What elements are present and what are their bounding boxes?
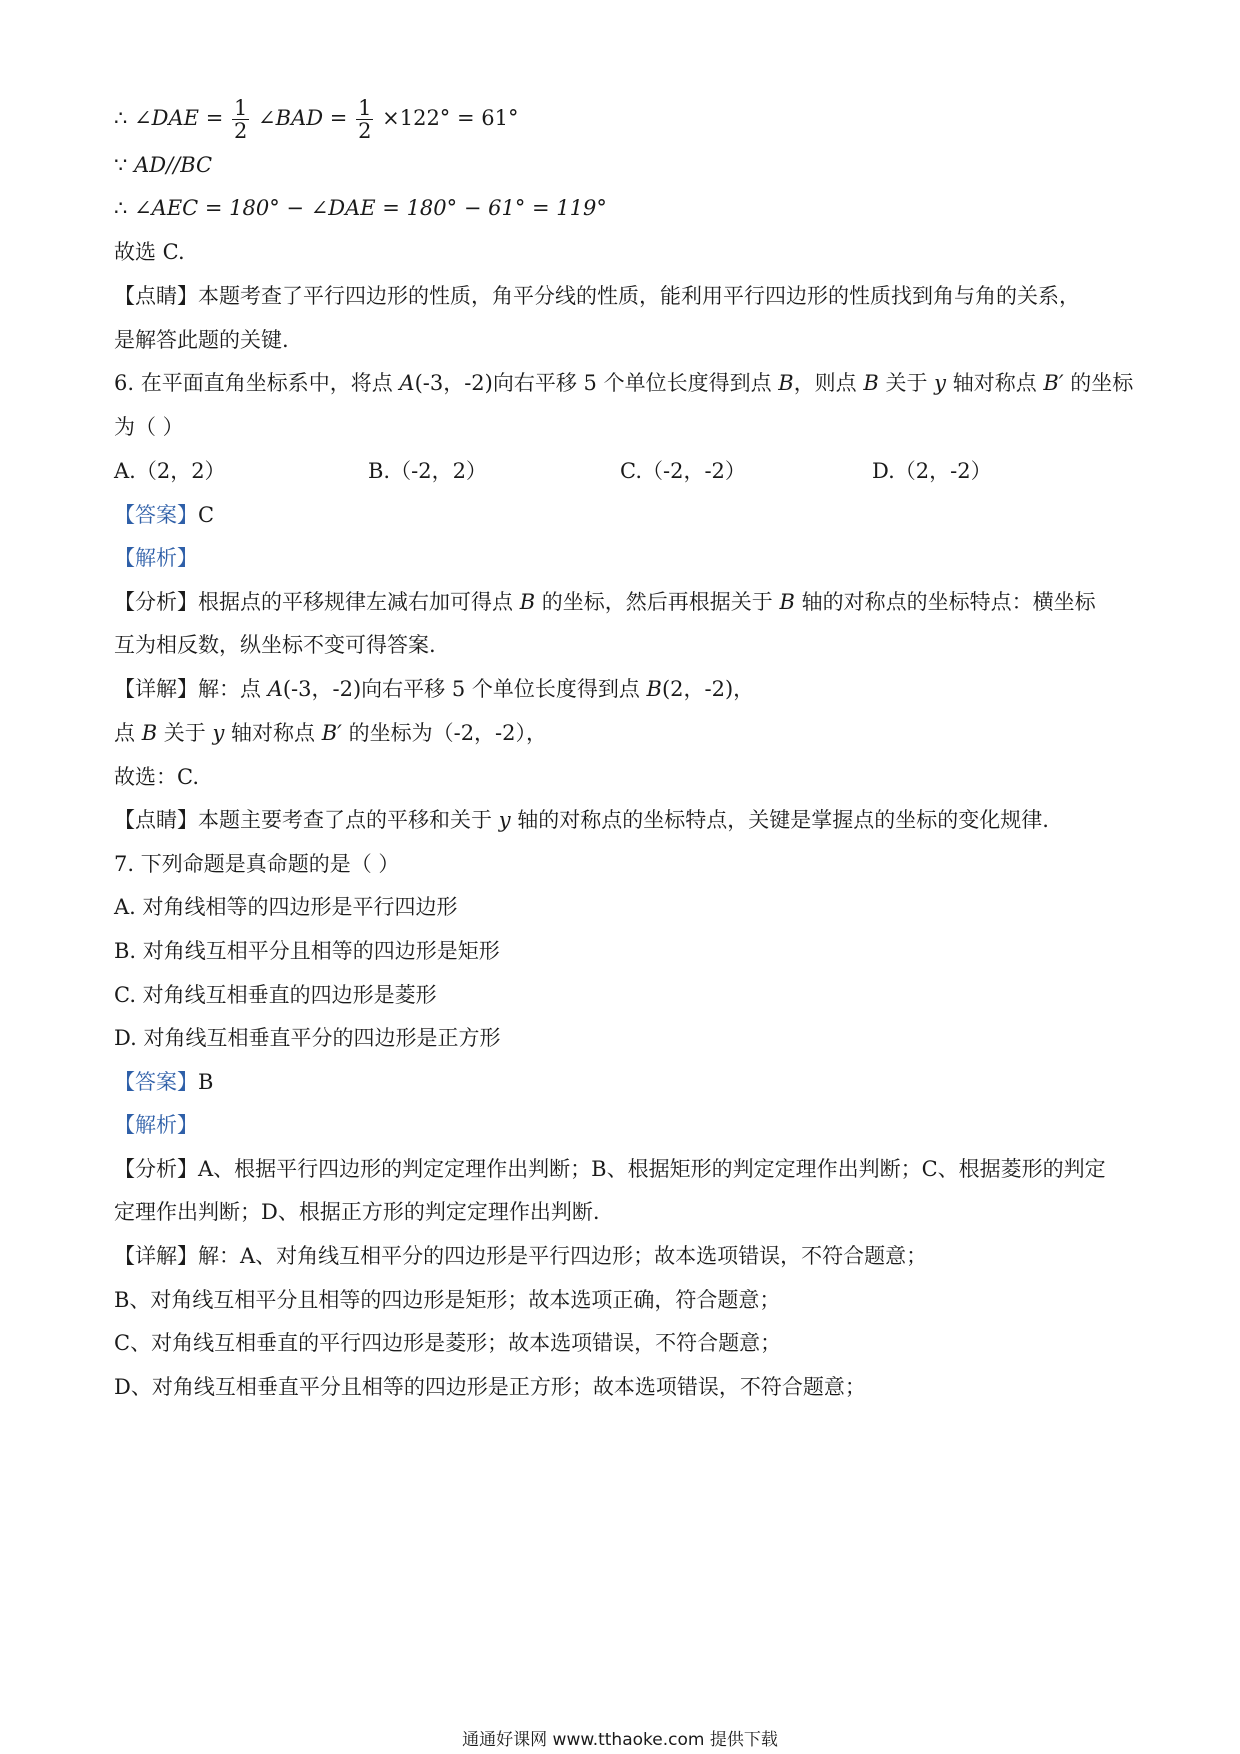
- solution-text: 关于: [157, 721, 213, 745]
- analysis-tag-6: 【解析】: [114, 546, 198, 570]
- equals-sign: =: [205, 106, 224, 130]
- q7-option-c: C. 对角线互相垂直的四边形是菱形: [114, 983, 437, 1007]
- q7-option-a: A. 对角线相等的四边形是平行四边形: [114, 895, 458, 919]
- stem-text: 轴对称点: [946, 371, 1044, 395]
- option-b: B.（-2，2）: [368, 459, 487, 483]
- solution-7-d: D、对角线互相垂直平分且相等的四边形是正方形；故本选项错误，不符合题意；: [114, 1375, 866, 1399]
- solution-text: 解：点: [198, 677, 268, 701]
- solution-6-line2: [114, 718, 1140, 748]
- analysis-tag-7: 【解析】: [114, 1113, 198, 1137]
- solution-text: 轴对称点: [224, 721, 322, 745]
- fraction-one-half: [232, 97, 249, 142]
- option-d: D.（2，-2）: [872, 459, 992, 483]
- point-b: B: [141, 721, 158, 745]
- y-axis-var: y: [934, 371, 947, 395]
- choice-line: 故选 C.: [114, 240, 185, 264]
- point-a: A: [267, 677, 283, 701]
- analysis-text: 的坐标，然后再根据关于: [535, 590, 780, 614]
- solution-7-c: C、对角线互相垂直的平行四边形是菱形；故本选项错误，不符合题意；: [114, 1331, 782, 1355]
- option-c: C.（-2，-2）: [620, 459, 746, 483]
- solution-label: 【详解】: [114, 677, 198, 701]
- fraction-denominator: 2: [233, 119, 248, 143]
- equation-dae: [114, 96, 1140, 142]
- point-b-prime: B′: [1043, 371, 1064, 395]
- review-6: [114, 805, 1140, 835]
- parallel-expression: AD//BC: [134, 153, 213, 177]
- q7-option-b: B. 对角线互相平分且相等的四边形是矩形: [114, 939, 500, 963]
- analysis-7-line2: 定理作出判断；D、根据正方形的判定定理作出判断.: [114, 1200, 600, 1224]
- stem-text: ，则点: [793, 371, 864, 395]
- answer-7: [114, 1067, 1140, 1097]
- y-axis-var: y: [212, 721, 225, 745]
- review-text: 轴的对称点的坐标特点，关键是掌握点的坐标的变化规律.: [510, 808, 1049, 832]
- therefore-symbol-2: ∴: [114, 196, 128, 220]
- fraction-numerator: 1: [233, 96, 248, 120]
- answer-value: B: [198, 1070, 214, 1094]
- solution-text: (2，-2)，: [661, 677, 755, 701]
- analysis-text: 根据点的平移规律左减右加可得点: [198, 590, 520, 614]
- q7-option-d: D. 对角线互相垂直平分的四边形是正方形: [114, 1026, 501, 1050]
- equation-aec: [114, 193, 1140, 223]
- question-6-stem: [114, 368, 1140, 398]
- footer-watermark: 通通好课网 www.tthaoke.com 提供下载: [462, 1730, 778, 1750]
- stem-text: 6. 在平面直角坐标系中，将点: [114, 371, 400, 395]
- solution-text: 解：A、对角线互相平分的四边形是平行四边形；故本选项错误，不符合题意；: [198, 1244, 928, 1268]
- solution-label: 【详解】: [114, 1244, 198, 1268]
- analysis-text: A、根据平行四边形的判定定理作出判断；B、根据矩形的判定定理作出判断；C、根据菱形的判定: [198, 1157, 1106, 1181]
- point-b: B: [646, 677, 662, 701]
- answer-value: C: [198, 503, 215, 527]
- solution-text: 的坐标为（-2，-2），: [341, 721, 548, 745]
- stem-text: 的坐标: [1063, 371, 1134, 395]
- y-axis-var: y: [498, 808, 511, 832]
- analysis-7: [114, 1154, 1140, 1184]
- solution-6: [114, 674, 1140, 704]
- question-7-stem: 7. 下列命题是真命题的是（ ）: [114, 852, 400, 876]
- review-note: [114, 281, 1140, 311]
- equals-sign-2: =: [329, 106, 348, 130]
- parallel-statement: [114, 150, 1140, 180]
- review-tag: 【点睛】: [114, 808, 198, 832]
- angle-dae: ∠DAE: [134, 106, 199, 130]
- analysis-label: 【分析】: [114, 1157, 198, 1181]
- analysis-6: [114, 587, 1140, 617]
- point-b: B: [778, 371, 794, 395]
- option-a: A.（2，2）: [114, 459, 226, 483]
- review-text: 本题考查了平行四边形的性质，角平分线的性质，能利用平行四边形的性质找到角与角的关系，: [198, 284, 1080, 308]
- fraction-one-half-2: [356, 97, 373, 142]
- equation-result: ×122° = 61°: [382, 106, 519, 130]
- question-6-stem-line2: 为（ ）: [114, 415, 184, 439]
- answer-tag: 【答案】: [114, 503, 198, 527]
- solution-7: [114, 1241, 1140, 1271]
- because-symbol: ∵: [114, 153, 128, 177]
- analysis-text: 轴的对称点的坐标特点：横坐标: [794, 590, 1096, 614]
- angle-bad: ∠BAD: [258, 106, 324, 130]
- stem-text: 关于: [878, 371, 935, 395]
- analysis-6-line2: 互为相反数，纵坐标不变可得答案.: [114, 633, 436, 657]
- review-tag: 【点睛】: [114, 284, 198, 308]
- choice-6: 故选：C.: [114, 765, 199, 789]
- fraction-denominator-2: 2: [358, 119, 372, 143]
- point-a: A: [399, 371, 415, 395]
- stem-text: (-3，-2)向右平移 5 个单位长度得到点: [414, 371, 779, 395]
- review-note-line2: 是解答此题的关键.: [114, 328, 289, 352]
- solution-text: (-3，-2)向右平移 5 个单位长度得到点: [282, 677, 647, 701]
- review-text: 本题主要考查了点的平移和关于: [198, 808, 499, 832]
- solution-7-b: B、对角线互相平分且相等的四边形是矩形；故本选项正确，符合题意；: [114, 1288, 781, 1312]
- aec-expression: ∠AEC = 180° − ∠DAE = 180° − 61° = 119°: [134, 196, 607, 220]
- solution-text: 点: [114, 721, 142, 745]
- answer-6: [114, 500, 1140, 530]
- fraction-numerator-2: 1: [358, 96, 372, 120]
- analysis-label: 【分析】: [114, 590, 198, 614]
- answer-tag: 【答案】: [114, 1070, 198, 1094]
- point-b: B: [779, 590, 795, 614]
- therefore-symbol: ∴: [114, 106, 128, 130]
- point-b: B: [519, 590, 536, 614]
- point-b: B: [863, 371, 879, 395]
- point-b-prime: B′: [321, 721, 342, 745]
